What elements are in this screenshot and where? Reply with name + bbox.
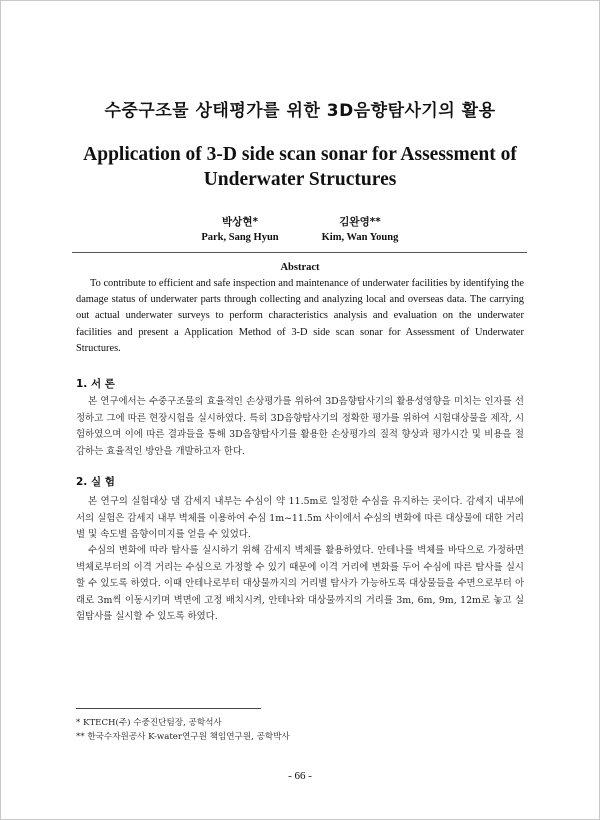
author-2-name-korean: 김완영**: [339, 216, 381, 228]
footnote-1: * KTECH(주) 수중진단팀장, 공학석사: [76, 718, 222, 728]
author-1-name-korean: 박상현*: [222, 216, 258, 228]
section-1-paragraph-1: 본 연구에서는 수중구조물의 효율적인 손상평가를 위하여 3D음향탐사기의 활용성영향을 미치는 인자를 선정하고 그에 따른 현장시험을 실시하였다. 특히 3D음향탐사기의 정확한 평가를 위하여 시험대상물을 제작, 시험하였으며 이에 따른 결과들을 통해 3D음향탐사기를 활용한 손상평가의 질적 향상과 평가시간 및 비용을 절감하는 효율적인 방안을 개발하고자 한다.: [76, 396, 524, 457]
footnote-2: ** 한국수자원공사 K-water연구원 책임연구원, 공학박사: [76, 732, 290, 742]
footnote-divider: [76, 708, 261, 709]
author-2: [260, 214, 460, 246]
author-1-name-english: Park, Sang Hyun: [201, 232, 279, 243]
abstract-heading: Abstract: [280, 262, 320, 273]
section-2-paragraph-1: 본 연구의 실험대상 댐 감세지 내부는 수심이 약 11.5m로 일정한 수심을 유지하는 곳이다. 감세지 내부에서의 실험은 감세지 내부 벽체를 이용하여 수심 1m~11.5m 사이에서 수심의 변화에 따른 대상물에 대한 거리별 및 속도별 음향이미지를 얻을 수 있었다.: [76, 496, 524, 541]
abstract-body: To contribute to efficient and safe inspection and maintenance of underwater facilities by identifying the damage status of underwater parts through collecting and analyzing local and overseas data. The carrying out actual underwater surveys to perform characteristics analysis and evaluation on the underwater facilities and present a Application Method of 3-D side scan sonar for Assessment of Underwater Structures.: [76, 278, 524, 354]
paper-title-english: Application of 3-D side scan sonar for Assessment of Underwater Structures: [83, 144, 517, 190]
author-2-name-english: Kim, Wan Young: [321, 232, 399, 243]
page-number: - 66 -: [288, 770, 312, 782]
paper-title-korean: 수중구조물 상태평가를 위한 3D음향탐사기의 활용: [104, 101, 496, 121]
header-divider: [72, 252, 527, 253]
section-1-heading: 1. 서 론: [76, 378, 115, 390]
section-2-paragraph-2: 수심의 변화에 따라 탐사를 실시하기 위해 감세지 벽체를 활용하였다. 안테나를 벽체를 바닥으로 가정하면 벽체로부터의 이격 거리는 수심으로 가정할 수 있기 때문에 이격 거리에 변화를 두어 수심에 따른 탐사를 실시 할 수 있도록 하였다. 이때 안테나로부터 대상물까지의 거리별 탐사가 가능하도록 대상물들을 수면으로부터 아래로 3m씩 이동시키며 벽면에 고정 배치시켜, 안테나와 대상물까지의 거리를 3m, 6m, 9m, 12m로 놓고 실험탐사를 실시할 수 있도록 하였다.: [76, 545, 524, 623]
section-2-heading: 2. 실 험: [76, 476, 115, 488]
